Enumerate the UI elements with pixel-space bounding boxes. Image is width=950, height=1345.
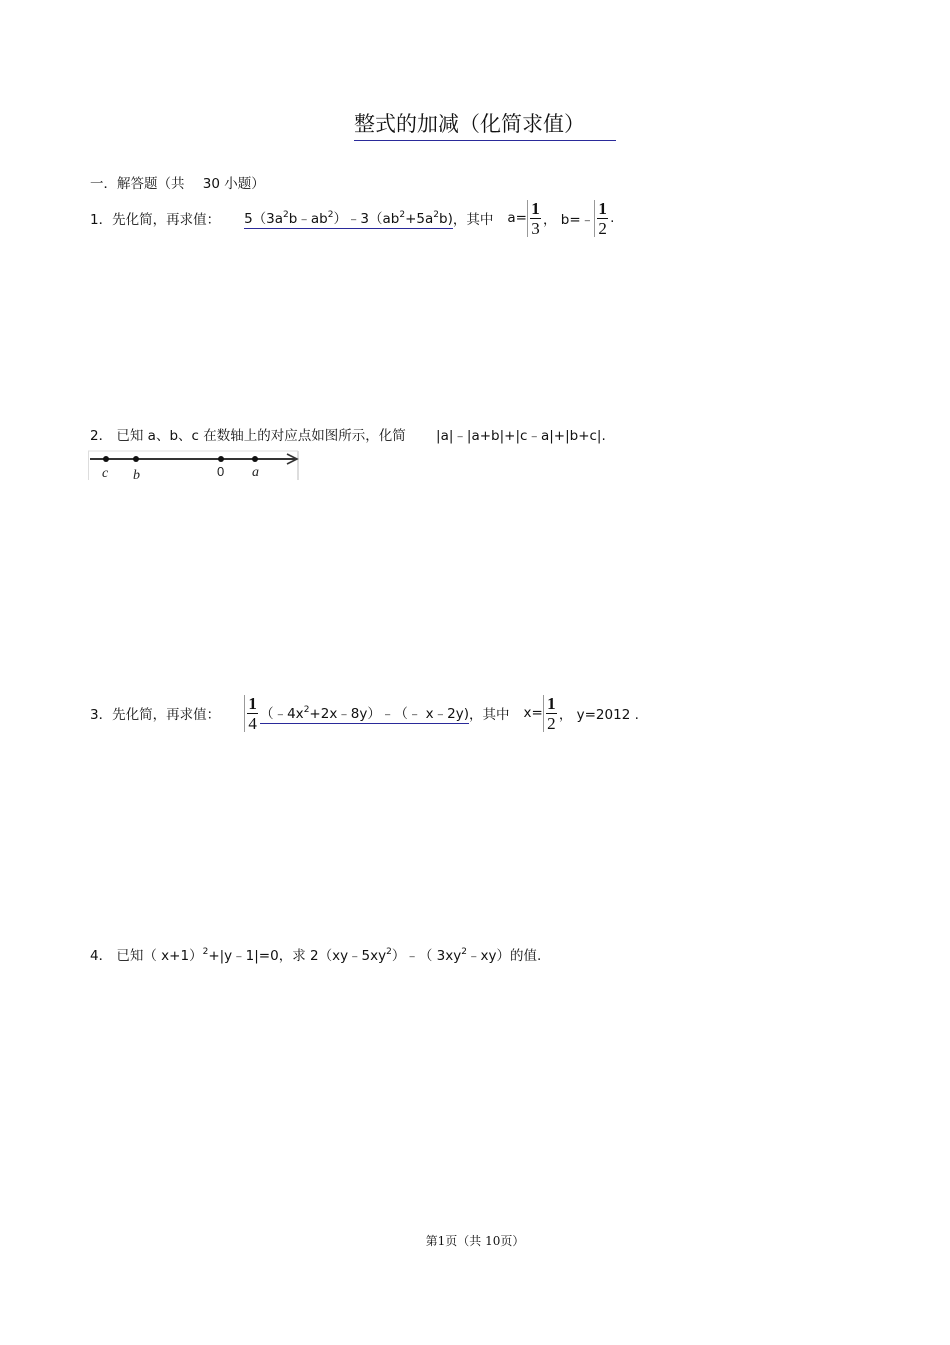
q2-number: 2． — [90, 428, 113, 444]
q4-number: 4． — [90, 948, 113, 964]
q3-where: ，其中 — [469, 707, 510, 723]
page-footer: 第1页（共 10页） — [425, 1234, 525, 1248]
q3-x-label: x= — [523, 705, 543, 721]
page-title: 整式的加减（化简求值） — [354, 108, 616, 141]
question-2 — [90, 424, 606, 444]
q1-end: . — [610, 210, 615, 226]
axis-label-0: 0 — [217, 464, 225, 479]
q1-lead: 先化简，再求值： — [112, 212, 221, 228]
q1-expression: $5(3a^2b﹣ab^2)﹣3(ab^2+5a^2b)$ — [244, 207, 453, 229]
number-line-axis — [90, 454, 297, 464]
number-line-figure — [88, 450, 302, 482]
section-unit: 小题） — [224, 176, 265, 192]
q1-number: 1． — [90, 212, 113, 228]
q3-number: 3． — [90, 707, 113, 723]
section-count: 30 — [202, 176, 220, 192]
q1-b-label: ， b=﹣ — [542, 212, 595, 228]
q1-b-fraction: $\frac{1}{2}$ — [594, 200, 610, 237]
q1-a-fraction: $\frac{1}{3}$ — [527, 200, 543, 237]
q1-where: ，其中 — [452, 212, 494, 228]
question-4 — [90, 944, 541, 964]
q4-expression: 已知（ x+1）$^2$+|y﹣1|=0，求 $2(xy﹣5xy^2)﹣$（ $3xy^2﹣xy$）的值. — [116, 947, 542, 964]
q3-x-fraction: $\frac{1}{2}$ — [543, 695, 559, 732]
q1-a-label: a= — [507, 210, 527, 226]
section-label: 一．解答题（共 — [90, 176, 185, 192]
point-c-dot — [103, 456, 109, 462]
q3-coefficient-fraction: $\frac{1}{4}$ — [244, 695, 260, 732]
point-0-dot — [218, 456, 224, 462]
point-a-dot — [252, 456, 258, 462]
axis-label-a: a — [252, 465, 259, 480]
section-heading — [90, 172, 265, 192]
question-3 — [90, 690, 639, 736]
axis-label-c: c — [102, 466, 109, 481]
q3-lead: 先化简，再求值： — [112, 707, 221, 723]
axis-label-b: b — [133, 468, 140, 482]
q3-expression: $(﹣4x^2+2x﹣8y)﹣(﹣$ x﹣2y) — [260, 702, 469, 724]
q3-y-value: ， y=2012 . — [558, 707, 639, 723]
q2-text: 已知 a、b、c 在数轴上的对应点如图所示，化简 — [116, 428, 406, 444]
point-b-dot — [133, 456, 139, 462]
q2-expression: |a|﹣|a+b|+|c﹣a|+|b+c|. — [436, 428, 606, 444]
question-1 — [90, 196, 614, 240]
